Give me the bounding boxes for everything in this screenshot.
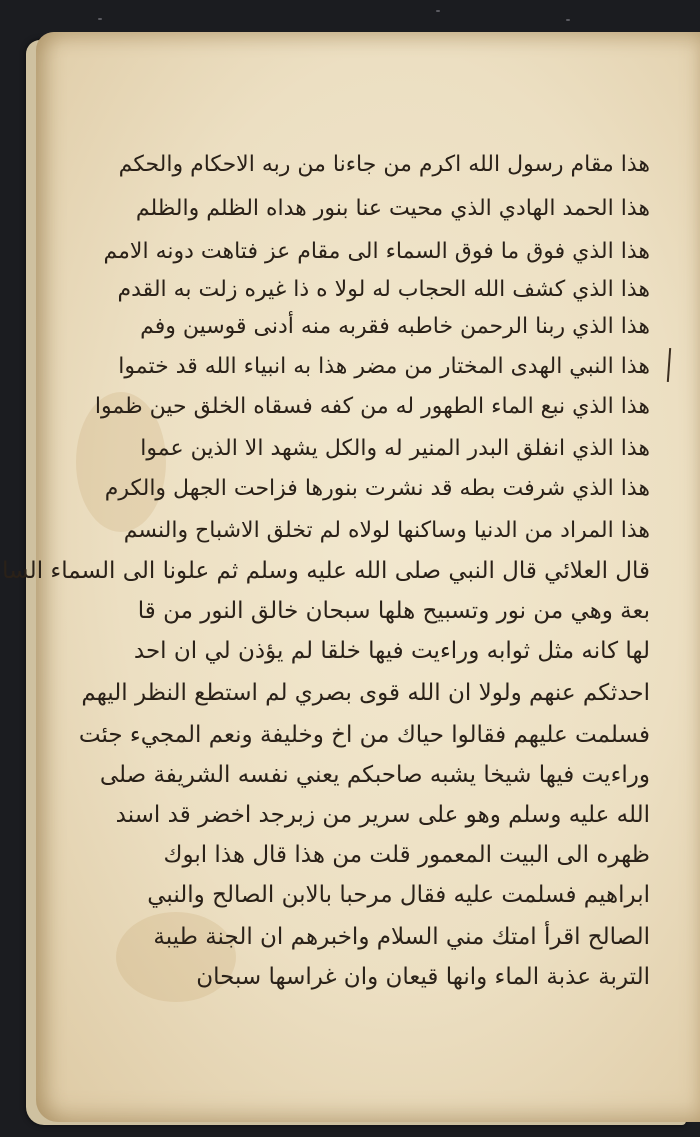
text-line: احدثكم عنهم ولولا ان الله قوى بصري لم استطع النظر اليهم — [81, 680, 650, 706]
text-line: هذا الذي شرفت بطه قد نشرت بنورها فزاحت الجهل والكرم — [104, 476, 650, 501]
text-line: هذا النبي الهدى المختار من مضر هذا به انبياء الله قد ختموا — [118, 354, 650, 379]
text-line: التربة عذبة الماء وانها قيعان وان غراسها سبحان — [196, 964, 650, 990]
text-line: الصالح اقرأ امتك مني السلام واخبرهم ان الجنة طيبة — [153, 924, 650, 950]
text-line: ظهره الى البيت المعمور قلت من هذا قال هذا ابوك — [163, 842, 650, 868]
text-line: فسلمت عليهم فقالوا حياك من اخ وخليفة ونعم المجيء جئت — [78, 722, 650, 748]
text-line: هذا الذي انفلق البدر المنير له والكل يشهد الا الذين عموا — [140, 436, 650, 461]
backdrop-speck — [436, 10, 440, 12]
text-line: هذا الذي كشف الله الحجاب له لولا ه ذا غيره زلت به القدم — [117, 277, 650, 302]
text-line: لها كانه مثل ثوابه وراءيت فيها خلقا لم يؤذن لي ان احد — [133, 638, 650, 664]
text-line: هذا الذي ربنا الرحمن خاطبه فقربه منه أدنى قوسين وفم — [140, 314, 650, 339]
text-line: بعة وهي من نور وتسبيح هلها سبحان خالق النور من قا — [137, 598, 650, 624]
backdrop-speck — [98, 18, 102, 20]
paper-stain — [76, 392, 166, 532]
text-line: وراءيت فيها شيخا يشبه صاحبكم يعني نفسه الشريفة صلى — [99, 762, 650, 788]
text-line: الله عليه وسلم وهو على سرير من زبرجد اخضر قد اسند — [115, 802, 650, 828]
text-line: هذا المراد من الدنيا وساكنها لولاه لم تخلق الاشباح والنسم — [123, 518, 650, 543]
text-line: هذا مقام رسول الله اكرم من جاءنا من ربه الاحكام والحكم — [118, 152, 650, 177]
manuscript-page — [2, 32, 700, 1122]
text-line: هذا الذي فوق ما فوق السماء الى مقام عز فتاهت دونه الامم — [103, 239, 650, 264]
text-line: قال العلائي قال النبي صلى الله عليه وسلم ثم علونا الى السماء السا — [2, 558, 650, 584]
text-line: هذا الذي نبع الماء الطهور له من كفه فسقاه الخلق حين ظموا — [94, 394, 650, 419]
text-line: هذا الحمد الهادي الذي محيت عنا بنور هداه الظلم والظلم — [135, 196, 650, 221]
text-line: ابراهيم فسلمت عليه فقال مرحبا بالابن الصالح والنبي — [147, 882, 650, 908]
paper-stain — [116, 912, 236, 1002]
backdrop-speck — [566, 19, 570, 21]
